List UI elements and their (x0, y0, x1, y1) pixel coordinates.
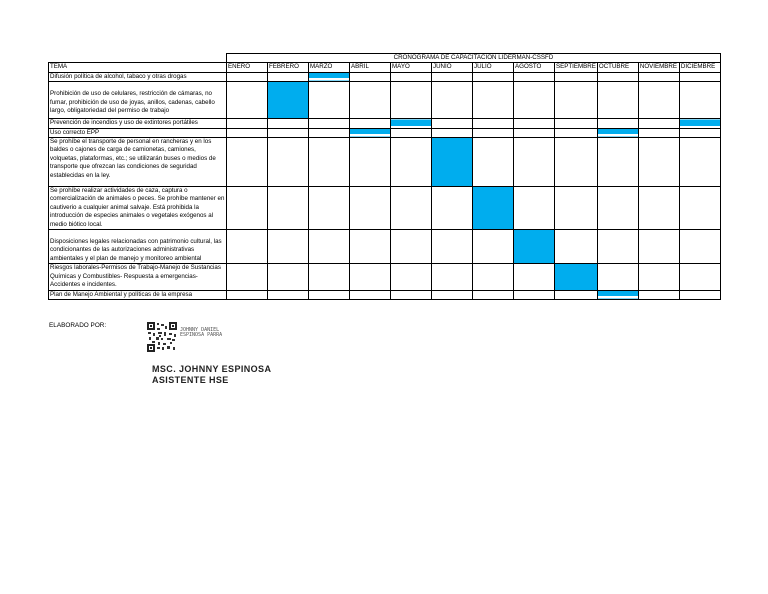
empty-cell-febrero (268, 264, 309, 290)
topic-cell: Plan de Manejo Ambiental y políticas de la empresa (49, 290, 227, 299)
empty-cell-octubre (597, 230, 638, 264)
empty-cell-marzo (309, 290, 350, 299)
empty-cell-julio (473, 72, 514, 81)
empty-cell-abril (350, 82, 391, 119)
empty-cell-enero (227, 138, 268, 187)
schedule-title: CRONOGRAMA DE CAPACITACION LIDERMAN-CSSFD (227, 54, 721, 63)
empty-cell-diciembre (679, 187, 720, 230)
month-header-septiembre: SEPTIEMBRE (556, 63, 596, 71)
topic-cell: Prohibición de uso de celulares, restricción de cámaras, no fumar, prohibición de uso de joyas, anillos, cadenas, cabello largo, obligatoriedad del permiso de trabajo (49, 82, 227, 119)
month-header-abril: ABRIL (350, 63, 391, 72)
empty-cell-julio (473, 230, 514, 264)
empty-cell-diciembre (679, 128, 720, 137)
empty-cell-mayo (391, 187, 432, 230)
empty-cell-septiembre (555, 187, 598, 230)
empty-cell-junio (432, 72, 473, 81)
empty-cell-marzo (309, 230, 350, 264)
empty-cell-noviembre (638, 119, 679, 128)
schedule-row (49, 290, 721, 299)
empty-cell-abril (350, 290, 391, 299)
topic-cell: Riesgos laborales-Permisos de Trabajo-Manejo de Sustancias Químicas y Combustibles- Respuesta a emergencias-Accidentes e incidentes. (49, 264, 227, 290)
empty-cell-septiembre (555, 119, 598, 128)
empty-cell-noviembre (638, 138, 679, 187)
topic-cell: Prevención de incendios y uso de extintores portátiles (49, 119, 227, 128)
schedule-row (49, 128, 721, 137)
empty-cell-agosto (514, 82, 555, 119)
empty-cell-abril (350, 230, 391, 264)
month-header-octubre: OCTUBRE (597, 63, 638, 72)
scheduled-cell-agosto (514, 230, 555, 264)
empty-cell-marzo (309, 138, 350, 187)
scheduled-cell-junio (432, 138, 473, 187)
empty-cell-marzo (309, 187, 350, 230)
scheduled-cell-febrero (268, 82, 309, 119)
empty-cell-octubre (597, 264, 638, 290)
empty-cell-enero (227, 128, 268, 137)
signature-qr-code (147, 322, 177, 352)
empty-cell-diciembre (679, 230, 720, 264)
empty-cell-diciembre (679, 72, 720, 81)
empty-cell-abril (350, 138, 391, 187)
scheduled-cell-diciembre (679, 119, 720, 128)
empty-cell-abril (350, 187, 391, 230)
empty-cell-mayo (391, 264, 432, 290)
empty-cell-octubre (597, 138, 638, 187)
training-schedule-table (48, 53, 721, 300)
scheduled-cell-octubre (597, 290, 638, 299)
empty-cell-agosto (514, 119, 555, 128)
empty-cell-agosto (514, 187, 555, 230)
empty-cell-febrero (268, 72, 309, 81)
topic-cell: Difusión política de alcohol, tabaco y otras drogas (49, 72, 227, 81)
empty-cell-noviembre (638, 82, 679, 119)
schedule-row (49, 264, 721, 290)
empty-cell-junio (432, 82, 473, 119)
scheduled-cell-mayo (391, 119, 432, 128)
empty-cell-septiembre (555, 72, 598, 81)
empty-cell-diciembre (679, 138, 720, 187)
month-header-junio: JUNIO (432, 63, 473, 72)
signature-digital-text (180, 328, 222, 338)
topic-cell: Se prohíbe el transporte de personal en rancheras y en los baldes o cajones de carga de camionetas, camiones, volquetas, plataformas, etc.; se utilizarán buses o medios de transporte que ofrezcan las condiciones de seguridad establecidas en la ley. (49, 138, 227, 187)
schedule-row (49, 187, 721, 230)
month-header-marzo: MARZO (309, 63, 350, 72)
empty-cell-agosto (514, 264, 555, 290)
empty-cell-julio (473, 82, 514, 119)
empty-cell-febrero (268, 138, 309, 187)
empty-cell-septiembre (555, 138, 598, 187)
scheduled-cell-octubre (597, 128, 638, 137)
empty-cell-septiembre (555, 230, 598, 264)
topic-cell: Uso correcto EPP (49, 128, 227, 137)
title-row (49, 54, 721, 63)
scheduled-cell-marzo (309, 72, 350, 81)
empty-cell-agosto (514, 138, 555, 187)
empty-cell-septiembre (555, 128, 598, 137)
empty-cell-junio (432, 128, 473, 137)
empty-cell-febrero (268, 119, 309, 128)
empty-cell-junio (432, 230, 473, 264)
empty-cell-marzo (309, 264, 350, 290)
empty-cell-julio (473, 119, 514, 128)
topic-cell: Se prohíbe realizar actividades de caza, captura o comercialización de animales o peces. Se prohíbe mantener en cautiverio a cualquier animal salvaje. Está prohibida la introducción de especies animales o vegetales exógenos al medio biótico local. (49, 187, 227, 230)
month-header-mayo: MAYO (391, 63, 432, 72)
empty-cell-mayo (391, 230, 432, 264)
elaborado-label: ELABORADO POR: (49, 322, 107, 329)
empty-cell-julio (473, 264, 514, 290)
empty-cell-mayo (391, 82, 432, 119)
empty-cell-enero (227, 82, 268, 119)
empty-cell-noviembre (638, 290, 679, 299)
empty-cell-agosto (514, 128, 555, 137)
empty-cell-marzo (309, 128, 350, 137)
month-header-noviembre: NOVIEMBRE (638, 63, 679, 72)
month-header-agosto: AGOSTO (514, 63, 555, 72)
signer-role: ASISTENTE HSE (152, 375, 229, 385)
empty-cell-diciembre (679, 264, 720, 290)
empty-cell-enero (227, 72, 268, 81)
empty-cell-enero (227, 264, 268, 290)
month-header-julio: JULIO (473, 63, 514, 72)
empty-cell-octubre (597, 187, 638, 230)
empty-cell-julio (473, 128, 514, 137)
scheduled-cell-septiembre (555, 264, 598, 290)
signature-digital-line2: ESPINOSA PARRA (180, 332, 223, 338)
empty-cell-junio (432, 119, 473, 128)
empty-cell-julio (473, 290, 514, 299)
empty-cell-febrero (268, 290, 309, 299)
empty-cell-noviembre (638, 230, 679, 264)
empty-cell-junio (432, 264, 473, 290)
empty-cell-mayo (391, 72, 432, 81)
header-row (49, 63, 721, 72)
empty-cell-octubre (597, 82, 638, 119)
empty-cell-febrero (268, 230, 309, 264)
schedule-row (49, 119, 721, 128)
month-header-febrero: FEBRERO (268, 63, 309, 72)
empty-cell-enero (227, 187, 268, 230)
empty-cell-noviembre (638, 128, 679, 137)
empty-cell-abril (350, 119, 391, 128)
month-header-enero: ENERO (227, 63, 268, 72)
empty-cell-abril (350, 72, 391, 81)
empty-cell-febrero (268, 187, 309, 230)
empty-cell-noviembre (638, 264, 679, 290)
scheduled-cell-abril (350, 128, 391, 137)
empty-cell-febrero (268, 128, 309, 137)
topic-cell: Disposiciones legales relacionadas con patrimonio cultural, las condicionantes de las autorizaciones administrativas ambientales y el plan de manejo y monitoreo ambiental (49, 230, 227, 264)
signer-name: MSC. JOHNNY ESPINOSA (152, 364, 272, 374)
empty-cell-abril (350, 264, 391, 290)
empty-cell-junio (432, 290, 473, 299)
scheduled-cell-julio (473, 187, 514, 230)
signature-digital-line1: JOHNNY DANIEL (180, 327, 220, 333)
empty-cell-mayo (391, 290, 432, 299)
empty-cell-septiembre (555, 290, 598, 299)
empty-cell-noviembre (638, 187, 679, 230)
schedule-row (49, 82, 721, 119)
empty-cell-octubre (597, 119, 638, 128)
empty-cell-marzo (309, 82, 350, 119)
empty-cell-enero (227, 119, 268, 128)
empty-cell-noviembre (638, 72, 679, 81)
month-header-diciembre: DICIEMBRE (679, 63, 720, 72)
schedule-sheet (48, 53, 721, 300)
schedule-row (49, 72, 721, 81)
empty-cell-diciembre (679, 82, 720, 119)
topic-header: TEMA (49, 63, 227, 72)
empty-cell-agosto (514, 290, 555, 299)
empty-cell-junio (432, 187, 473, 230)
empty-cell-agosto (514, 72, 555, 81)
schedule-row (49, 138, 721, 187)
empty-cell-enero (227, 290, 268, 299)
empty-cell-diciembre (679, 290, 720, 299)
empty-cell-julio (473, 138, 514, 187)
empty-cell-enero (227, 230, 268, 264)
empty-cell-octubre (597, 72, 638, 81)
schedule-row (49, 230, 721, 264)
empty-cell-mayo (391, 128, 432, 137)
empty-cell-marzo (309, 119, 350, 128)
empty-cell-mayo (391, 138, 432, 187)
empty-cell-septiembre (555, 82, 598, 119)
